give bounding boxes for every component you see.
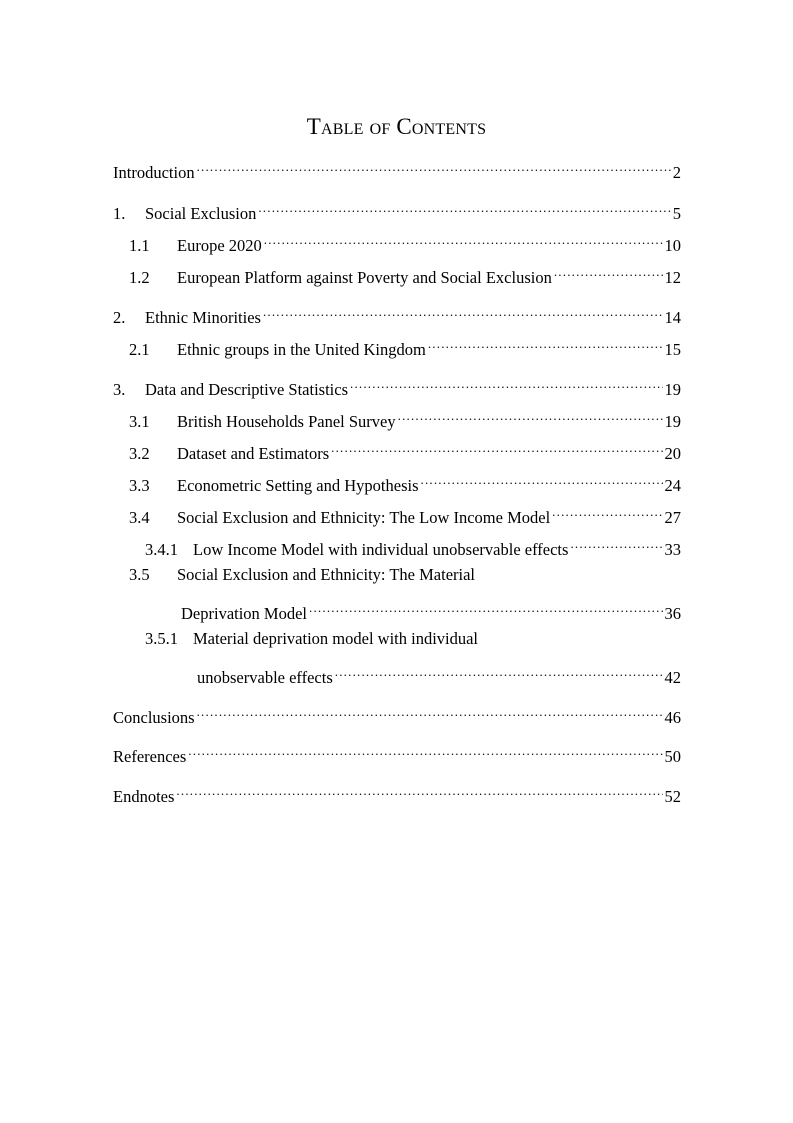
- toc-page-number: 10: [664, 236, 681, 255]
- toc-entry-material-deprivation-line1[interactable]: [113, 563, 475, 587]
- dot-leader: [188, 738, 662, 762]
- toc-entry-references[interactable]: [113, 738, 681, 766]
- toc-entry-ethnic-minorities[interactable]: [113, 299, 681, 327]
- toc-entry-data-descriptive-statistics[interactable]: [113, 371, 681, 399]
- toc-section-number: 3.5: [129, 565, 150, 584]
- toc-entry-label: unobservable effects: [197, 668, 333, 687]
- toc-section-number: 1.1: [129, 236, 150, 255]
- toc-entry-label: Econometric Setting and Hypothesis: [177, 476, 419, 495]
- toc-page-number: 5: [672, 204, 681, 223]
- toc-entry-label: Dataset and Estimators: [177, 444, 330, 463]
- dot-leader: [335, 659, 663, 683]
- page-title: Table of Contents: [306, 114, 487, 139]
- toc-page-number: 52: [664, 787, 681, 806]
- toc-page-number: 36: [664, 604, 681, 623]
- toc-entry-material-deprivation-unobservable-line1[interactable]: [113, 627, 478, 651]
- dot-leader: [197, 699, 663, 723]
- toc-page-number: 42: [664, 668, 681, 687]
- toc-page-number: 14: [664, 308, 681, 327]
- toc-section-number: 1.: [113, 204, 126, 223]
- toc-page-number: 50: [664, 747, 681, 766]
- dot-leader: [570, 531, 662, 555]
- dot-leader: [398, 403, 663, 427]
- toc-entry-label: Deprivation Model: [181, 604, 308, 623]
- dot-leader: [554, 259, 663, 283]
- toc-entry-label: Social Exclusion and Ethnicity: The Low Income Model: [177, 508, 551, 527]
- dot-leader: [309, 595, 662, 619]
- toc-entry-label: Social Exclusion and Ethnicity: The Material: [177, 565, 475, 584]
- toc-section-number: 3.3: [129, 476, 150, 495]
- toc-page-number: 46: [664, 708, 681, 727]
- dot-leader: [428, 331, 663, 355]
- toc-entry-label: Material deprivation model with individual: [193, 629, 479, 648]
- dot-leader: [263, 299, 663, 323]
- toc-section-number: 3.2: [129, 444, 150, 463]
- toc-entry-label: Social Exclusion: [145, 204, 257, 223]
- dot-leader: [176, 778, 662, 802]
- toc-entry-european-platform[interactable]: [113, 259, 681, 287]
- toc-entry-label: Ethnic groups in the United Kingdom: [177, 340, 426, 359]
- toc-section-number: 3.5.1: [145, 629, 178, 648]
- toc-entry-label: Low Income Model with individual unobservable effects: [193, 540, 569, 559]
- toc-entry-social-exclusion[interactable]: [113, 195, 681, 223]
- toc-entry-europe-2020[interactable]: [113, 227, 681, 255]
- toc-section-number: 3.: [113, 380, 126, 399]
- toc-entry-dataset-estimators[interactable]: [113, 435, 681, 463]
- toc-page-number: 2: [672, 163, 681, 182]
- dot-leader: [264, 227, 663, 251]
- toc-entry-material-deprivation-unobservable[interactable]: [113, 659, 681, 687]
- toc-section-number: 3.4: [129, 508, 150, 527]
- toc-entry-introduction[interactable]: [113, 154, 681, 182]
- toc-page-number: 19: [664, 380, 681, 399]
- toc-entry-conclusions[interactable]: [113, 699, 681, 727]
- toc-entry-ethnic-groups-uk[interactable]: [113, 331, 681, 359]
- toc-section-number: 1.2: [129, 268, 150, 287]
- toc-entry-label: Introduction: [113, 163, 195, 182]
- toc-page-number: 20: [664, 444, 681, 463]
- toc-page-number: 33: [664, 540, 681, 559]
- toc-page-number: 24: [664, 476, 681, 495]
- toc-page-number: 12: [664, 268, 681, 287]
- toc-entry-label: References: [113, 747, 187, 766]
- toc-entry-material-deprivation[interactable]: [113, 595, 681, 623]
- toc-section-number: 3.4.1: [145, 540, 178, 559]
- toc-entry-bhps[interactable]: [113, 403, 681, 431]
- dot-leader: [552, 499, 662, 523]
- toc-section-number: 2.: [113, 308, 126, 327]
- toc-entry-low-income-unobservable[interactable]: [113, 531, 681, 559]
- dot-leader: [421, 467, 663, 491]
- toc-entry-label: Conclusions: [113, 708, 195, 727]
- toc-entry-label: Europe 2020: [177, 236, 262, 255]
- toc-entry-low-income-model[interactable]: [113, 499, 681, 527]
- toc-page-number: 27: [664, 508, 681, 527]
- toc-entry-label: Endnotes: [113, 787, 175, 806]
- toc-section-number: 2.1: [129, 340, 150, 359]
- toc-entry-label: British Households Panel Survey: [177, 412, 396, 431]
- dot-leader: [197, 154, 671, 178]
- toc-section-number: 3.1: [129, 412, 150, 431]
- dot-leader: [350, 371, 663, 395]
- toc-entry-label: Ethnic Minorities: [145, 308, 261, 327]
- toc-entry-endnotes[interactable]: [113, 778, 681, 806]
- toc-page-number: 19: [664, 412, 681, 431]
- toc-entry-econometric-setting[interactable]: [113, 467, 681, 495]
- dot-leader: [331, 435, 662, 459]
- dot-leader: [258, 195, 670, 219]
- toc-page-number: 15: [664, 340, 681, 359]
- toc-entry-label: Data and Descriptive Statistics: [145, 380, 348, 399]
- toc-entry-label: European Platform against Poverty and Social Exclusion: [177, 268, 552, 287]
